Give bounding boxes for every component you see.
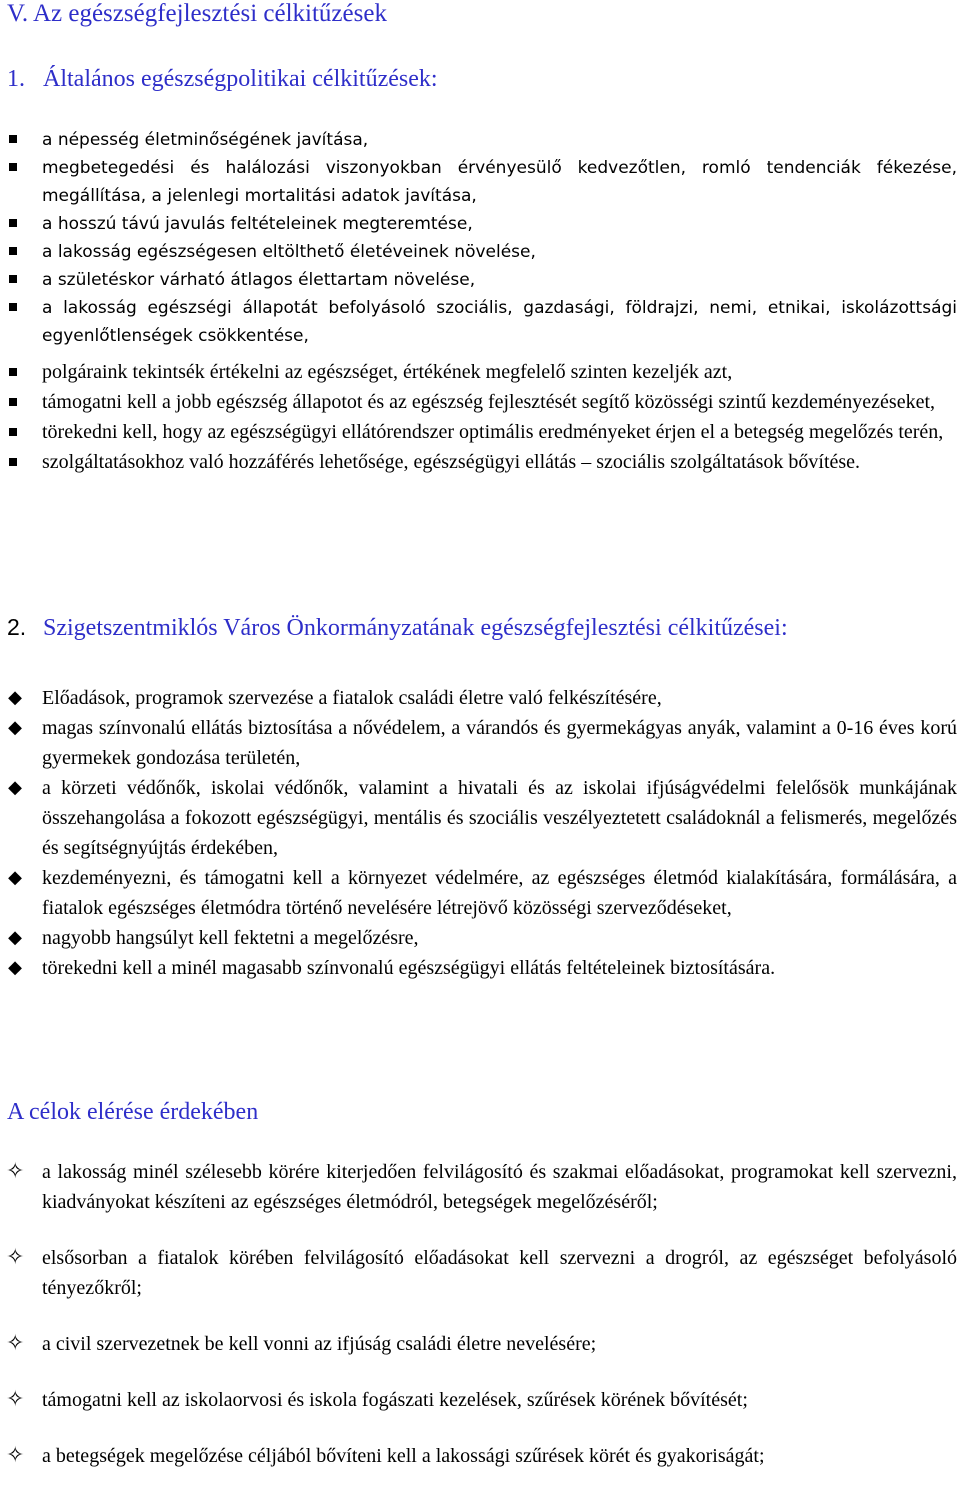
list-item: ◆ nagyobb hangsúlyt kell fektetni a megelőzésre, [0,923,960,953]
four-point-star-bullet-icon: ✧ [6,1245,25,1270]
four-point-star-bullet-icon: ✧ [6,1387,25,1412]
list-item: a népesség életminőségének javítása, [0,126,960,154]
list-item: a lakosság egészségi állapotát befolyásoló szociális, gazdasági, földrajzi, nemi, etnikai, iskolázottsági egyenlőtlenségek csökkentése, [0,294,960,350]
list-item: a születéskor várható átlagos élettartam növelése, [0,266,960,294]
list-item: szolgáltatásokhoz való hozzáférés lehetősége, egészségügyi ellátás – szociális szolgáltatások bővítése. [0,447,960,477]
diamond-bullet-icon: ◆ [8,957,22,978]
diamond-bullet-icon: ◆ [8,717,22,738]
list-item: a hosszú távú javulás feltételeinek megteremtése, [0,210,960,238]
square-bullet-icon [9,163,17,171]
section-1-number: 1. [7,66,25,92]
square-bullet-icon [9,428,17,436]
square-bullet-icon [9,219,17,227]
list-item: polgáraink tekintsék értékelni az egészséget, értékének megfelelő szinten kezeljék azt, [0,357,960,387]
square-bullet-icon [9,135,17,143]
list-item: ✧ a civil szervezetnek be kell vonni az ifjúság családi életre nevelésére; [0,1329,960,1359]
list-item: ◆ törekedni kell a minél magasabb színvonalú egészségügyi ellátás feltételeinek biztosítására. [0,953,960,983]
list-item: ◆ Előadások, programok szervezése a fiatalok családi életre való felkészítésére, [0,683,960,713]
section-1-heading [7,66,438,93]
section-1-list-continued [0,357,960,477]
diamond-bullet-icon: ◆ [8,927,22,948]
square-bullet-icon [9,398,17,406]
list-item: ✧ támogatni kell az iskolaorvosi és iskola fogászati kezelések, szűrések körének bővítését; [0,1385,960,1415]
diamond-bullet-icon: ◆ [8,867,22,888]
section-2-number: 2. [7,614,27,640]
list-item: támogatni kell a jobb egészség állapotot és az egészség fejlesztését segítő közösségi szintű kezdeményezéseket, [0,387,960,417]
list-item: megbetegedési és halálozási viszonyokban érvényesülő kedvezőtlen, romló tendenciák fékezése, megállítása, a jelenlegi mortalitási adatok javítása, [0,154,960,210]
diamond-bullet-icon: ◆ [8,687,22,708]
chapter-heading: V. Az egészségfejlesztési célkitűzések [7,0,387,27]
section-2-heading [7,614,788,642]
list-item: törekedni kell, hogy az egészségügyi ellátórendszer optimális eredményeket érjen el a betegség megelőzés terén, [0,417,960,447]
four-point-star-bullet-icon: ✧ [6,1331,25,1356]
square-bullet-icon [9,458,17,466]
section-1-list [0,126,960,350]
list-item: a lakosság egészségesen eltölthető életéveinek növelése, [0,238,960,266]
list-item: ✧ a betegségek megelőzése céljából bővíteni kell a lakossági szűrések körét és gyakoriságát; [0,1441,960,1471]
list-item: ◆ a körzeti védőnők, iskolai védőnők, valamint a hivatali és az iskolai ifjúságvédelmi felelősök munkájának összehangolása a fokozott egészségügyi, mentális és szociális veszélyeztetett családoknál a felismerés, megelőzés és segítségnyújtás érdekében, [0,773,960,863]
list-item: ✧ a lakosság minél szélesebb körére kiterjedően felvilágosító és szakmai előadásokat, programokat kell szervezni, kiadványokat készíteni az egészséges életmódról, betegségek megelőzéséről; [6,1159,957,1213]
section-1-title: Általános egészségpolitikai célkitűzések: [43,66,438,92]
list-item: ◆ magas színvonalú ellátás biztosítása a nővédelem, a várandós és gyermekágyas anyák, valamint a 0-16 éves korú gyermekek gondozása területén, [0,713,960,773]
four-point-star-bullet-icon: ✧ [6,1443,25,1468]
section-2-title: Szigetszentmiklós Város Önkormányzatának egészségfejlesztési célkitűzései: [43,615,788,641]
square-bullet-icon [9,368,17,376]
square-bullet-icon [9,303,17,311]
four-point-star-bullet-icon: ✧ [6,1159,25,1184]
list-item: ◆ kezdeményezni, és támogatni kell a környezet védelmére, az egészséges életmód kialakítására, formálására, a fiatalok egészséges életmódra történő nevelésére létrejövő közösségi szerveződéseket, [0,863,960,923]
square-bullet-icon [9,275,17,283]
section-3-list [0,1157,960,1471]
section-3-heading: A célok elérése érdekében [7,1099,259,1125]
square-bullet-icon [9,247,17,255]
list-item: ✧ elsősorban a fiatalok körében felvilágosító előadásokat kell szervezni a drogról, az egészséget befolyásoló tényezőkről; [6,1245,957,1299]
section-2-list [0,683,960,983]
diamond-bullet-icon: ◆ [8,777,22,798]
